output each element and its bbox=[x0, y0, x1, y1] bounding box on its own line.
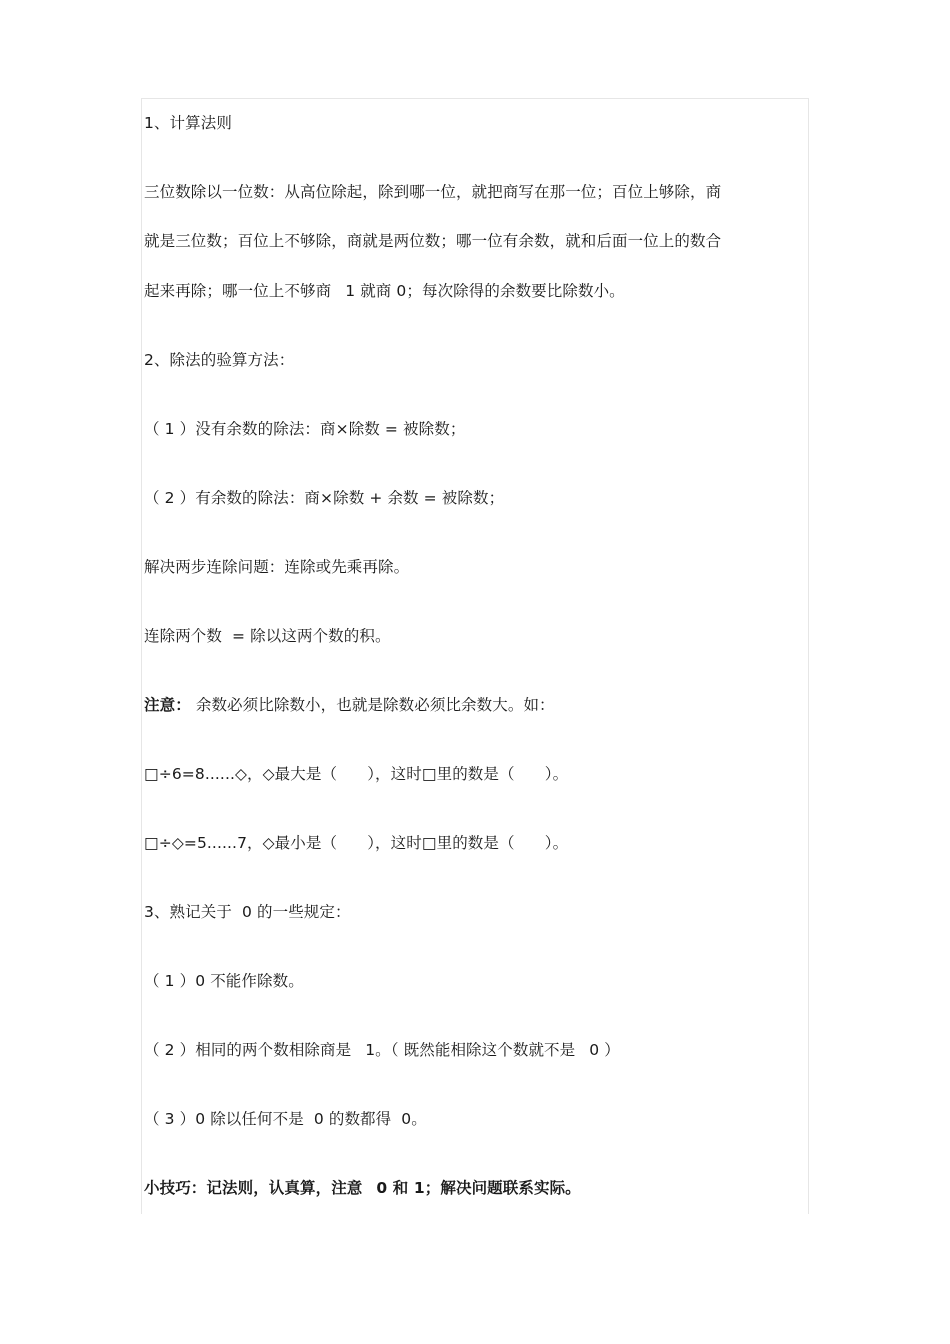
note-text: 余数必须比除数小，也就是除数必须比余数大。如： bbox=[190, 696, 555, 714]
heading-calculation-rules: 1、计算法则 bbox=[144, 114, 232, 132]
zero-rule-2-part-c: 0 ） bbox=[589, 1041, 620, 1059]
zero-rule-1: （ 1 ）0 不能作除数。 bbox=[144, 972, 304, 990]
zero-rule-2-part-a: （ 2 ）相同的两个数相除商是 bbox=[144, 1041, 352, 1059]
rule-paragraph-line-3-part-b: 1 就商 0；每次除得的余数要比除数小。 bbox=[345, 282, 625, 300]
heading-verification-methods: 2、除法的验算方法： bbox=[144, 351, 295, 369]
tip-paragraph bbox=[144, 1177, 581, 1199]
note-paragraph bbox=[144, 694, 555, 716]
rule-paragraph-line-2: 就是三位数；百位上不够除，商就是两位数；哪一位有余数，就和后面一位上的数合 bbox=[144, 232, 722, 250]
example-2: □÷◇=5......7，◇最小是（ ），这时□里的数是（ ）。 bbox=[144, 834, 569, 852]
page-frame-top-border bbox=[141, 98, 809, 99]
zero-rule-3: （ 3 ）0 除以任何不是 0 的数都得 0。 bbox=[144, 1110, 427, 1128]
zero-rule-2-part-b: 1。（ 既然能相除这个数就不是 bbox=[365, 1041, 576, 1059]
page-frame-left-border bbox=[141, 98, 142, 1214]
heading-zero-rules: 3、熟记关于 0 的一些规定： bbox=[144, 903, 351, 921]
note-label: 注意： bbox=[144, 696, 191, 714]
page-frame-right-border bbox=[808, 98, 809, 1214]
verification-with-remainder: （ 2 ）有余数的除法：商×除数 + 余数 = 被除数； bbox=[144, 489, 505, 507]
consecutive-division-text: 连除两个数 = 除以这两个数的积。 bbox=[144, 627, 391, 645]
tip-part-b: 0 和 1；解决问题联系实际。 bbox=[376, 1179, 581, 1197]
tip-part-a: 小技巧：记法则，认真算，注意 bbox=[144, 1179, 363, 1197]
rule-paragraph-line-1: 三位数除以一位数：从高位除起，除到哪一位，就把商写在那一位；百位上够除，商 bbox=[144, 183, 722, 201]
rule-paragraph-line-3-part-a: 起来再除；哪一位上不够商 bbox=[144, 282, 332, 300]
two-step-division-text: 解决两步连除问题：连除或先乘再除。 bbox=[144, 558, 410, 576]
verification-no-remainder: （ 1 ）没有余数的除法：商×除数 = 被除数； bbox=[144, 420, 466, 438]
rule-paragraph-line-3 bbox=[144, 280, 625, 302]
example-1: □÷6=8......◇，◇最大是（ ），这时□里的数是（ ）。 bbox=[144, 765, 569, 783]
zero-rule-2 bbox=[144, 1039, 620, 1061]
